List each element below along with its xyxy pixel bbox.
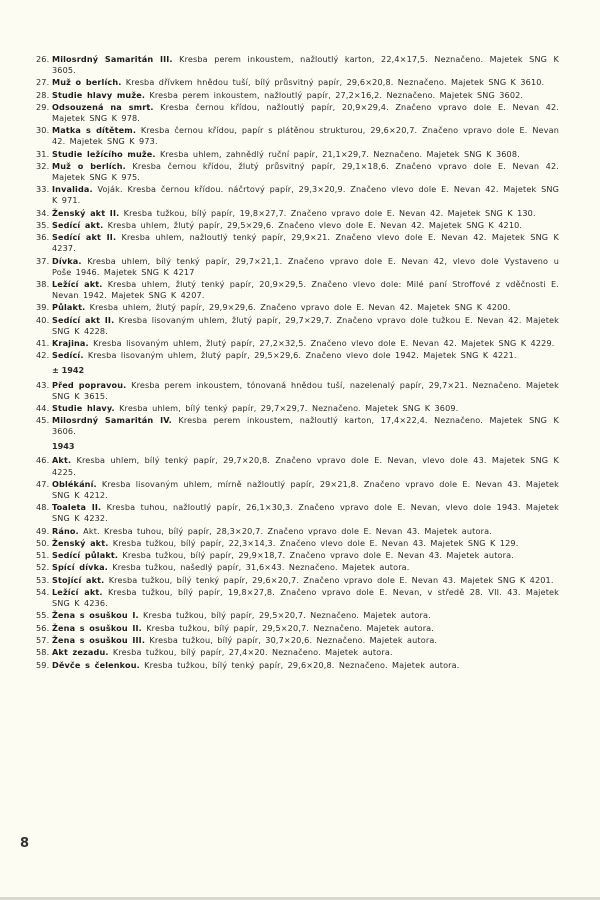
entry-description: Kresba tužkou, bílý papír, 30,7×20,6. Neznačeno. Majetek autora. xyxy=(145,634,438,645)
page-number: 8 xyxy=(20,836,30,851)
entry-description: Kresba uhlem, zahnědlý ruční papír, 21,1×29,7. Neznačeno. Majetek SNG K 3608. xyxy=(155,148,520,159)
entry-number: 33. xyxy=(36,184,50,195)
entry-description: Kresba perem inkoustem, nažloutlý karton, 17,4×22,4. Neznačeno. Majetek SNG K 3606. xyxy=(52,415,559,437)
entry-number: 48. xyxy=(36,502,50,513)
entry-number: 26. xyxy=(36,54,50,64)
entry-description: Kresba tužkou, bílý tenký papír, 29,6×20,8. Neznačeno. Majetek autora. xyxy=(139,659,460,670)
entry-title: Dívka. xyxy=(52,255,82,266)
entry-title: Ráno. xyxy=(52,525,79,536)
entry-title: Milosrdný Samaritán IV. xyxy=(52,415,172,426)
catalogue-entry xyxy=(37,660,559,671)
entry-number: 38. xyxy=(36,279,50,290)
entry-description: Kresba uhlem, bílý tenký papír, 29,7×29,7. Neznačeno. Majetek SNG K 3609. xyxy=(114,402,459,413)
entry-title: Ženský akt II. xyxy=(52,207,120,218)
entry-number: 56. xyxy=(36,622,50,633)
catalogue-entry xyxy=(37,575,559,586)
catalogue-entry xyxy=(37,380,559,402)
entry-description: Kresba tužkou, bílý tenký papír, 29,6×20,7. Značeno vpravo dole E. Nevan 43. Majetek SNG K 4201. xyxy=(104,574,554,585)
entry-description: Kresba uhlem, žlutý tenký papír, 20,9×29,5. Značeno vlevo dole: Milé paní Stroffové z vděčnosti E. Nevan 1942. Majetek SNG K 4207. xyxy=(52,279,559,301)
catalogue-entry xyxy=(37,350,559,361)
entry-description: Kresba lisovaným uhlem, mírně nažloutlý papír, 29×21,8. Značeno vpravo dole E. Nevan 43. Majetek SNG K 4212. xyxy=(52,478,559,500)
catalogue-entry xyxy=(37,502,559,524)
entry-number: 30. xyxy=(36,125,50,136)
catalogue-entry xyxy=(37,161,559,183)
entry-description: Kresba tužkou, našedlý papír, 31,6×43. Neznačeno. Majetek autora. xyxy=(107,562,410,573)
entry-number: 36. xyxy=(36,232,50,243)
entry-description: Kresba uhlem, žlutý papír, 29,9×29,6. Značeno vpravo dole E. Nevan 42. Majetek SNG K 4200. xyxy=(85,302,511,313)
entry-description: Kresba uhlem, nažloutlý tenký papír, 29,9×21. Značeno vlevo dole E. Nevan 42. Majetek SNG K 4237. xyxy=(52,232,559,254)
entry-title: Krajina. xyxy=(52,338,89,349)
catalogue-entry xyxy=(37,315,559,337)
entry-number: 32. xyxy=(36,160,50,171)
entry-title: Odsouzená na smrt. xyxy=(52,101,154,112)
entry-number: 59. xyxy=(36,659,50,670)
entry-number: 44. xyxy=(36,402,50,413)
catalogue-entry xyxy=(37,455,559,477)
entry-number: 49. xyxy=(36,525,50,536)
entry-description: Kresba tužkou, bílý papír, 22,3×14,3. Značeno vlevo dole E. Nevan 43. Majetek SNG K 129. xyxy=(108,537,519,548)
catalogue-entry xyxy=(37,149,559,160)
entry-title: Ženský akt. xyxy=(52,537,109,548)
entry-description: Kresba lisovaným uhlem, žlutý papír, 29,7×29,7. Značeno vpravo dole tužkou E. Nevan 42. Majetek SNG K 4228. xyxy=(52,314,559,336)
entry-title: Děvče s čelenkou. xyxy=(52,659,140,670)
entry-title: Žena s osuškou I. xyxy=(52,610,139,621)
entry-title: Sedící. xyxy=(52,350,84,361)
entry-number: 28. xyxy=(36,89,50,100)
entry-number: 40. xyxy=(36,314,50,325)
catalogue-entry xyxy=(37,256,559,278)
entry-title: Muž o berlích. xyxy=(52,77,122,88)
entry-number: 27. xyxy=(36,77,50,88)
entry-title: Sedící akt. xyxy=(52,220,104,230)
entry-number: 45. xyxy=(36,415,50,426)
catalogue-entry xyxy=(37,232,559,254)
entry-description: Kresba tuhou, nažloutlý papír, 26,1×30,3. Značeno vpravo dole E. Nevan, vlevo dole 1943. Majetek SNG K 4232. xyxy=(52,502,559,524)
entry-title: Sedící půlakt. xyxy=(52,550,119,561)
entry-number: 34. xyxy=(36,207,50,218)
entry-description: Kresba tužkou, bílý papír, 29,5×20,7. Neznačeno. Majetek autora. xyxy=(141,622,434,633)
entry-description: Kresba lisovaným uhlem, žlutý papír, 29,5×29,6. Značeno vlevo dole 1942. Majetek SNG K 4221. xyxy=(83,350,517,361)
entry-description: Kresba perem inkoustem, nažloutlý karton, 22,4×17,5. Neznačeno. Majetek SNG K 3605. xyxy=(52,54,559,76)
catalogue-entry xyxy=(37,90,559,101)
catalogue-entry xyxy=(37,479,559,501)
entry-number: 35. xyxy=(36,220,50,230)
catalogue-entry xyxy=(37,562,559,573)
entry-number: 41. xyxy=(36,338,50,349)
entry-description: Kresba dřívkem hnědou tuší, bílý průsvitný papír, 29,6×20,8. Neznačeno. Majetek SNG K 3610. xyxy=(121,77,545,88)
entry-title: Akt. xyxy=(52,455,72,466)
entry-description: Kresba tužkou, bílý papír, 19,8×27,7. Značeno vpravo dole E. Nevan 42. Majetek SNG K 130. xyxy=(119,207,536,218)
entry-description: Kresba lisovaným uhlem, žlutý papír, 27,2×32,5. Značeno vlevo dole E. Nevan 42. Majetek SNG K 4229. xyxy=(88,338,555,349)
entry-title: Žena s osuškou III. xyxy=(52,634,146,645)
entry-title: Toaleta II. xyxy=(52,502,102,513)
section-heading: ± 1942 xyxy=(52,365,85,376)
entry-number: 51. xyxy=(36,550,50,561)
entry-title: Muž o berlích. xyxy=(52,160,126,171)
entry-title: Milosrdný Samaritán III. xyxy=(52,54,173,64)
entry-title: Invalida. xyxy=(52,184,93,195)
entry-title: Ležící akt. xyxy=(52,279,103,290)
entry-title: Stojící akt. xyxy=(52,574,105,585)
catalogue-page xyxy=(37,54,559,672)
catalogue-entry xyxy=(37,125,559,147)
catalogue-entry xyxy=(37,220,559,231)
entry-description: Kresba černou křídou, papír s plátěnou strukturou, 29,6×20,7. Značeno vpravo dole E. Nevan 42. Majetek SNG K 973. xyxy=(52,125,560,147)
entry-title: Půlakt. xyxy=(52,302,86,313)
entry-title: Sedící akt II. xyxy=(52,314,115,325)
catalogue-entry xyxy=(37,403,559,414)
catalogue-entry xyxy=(37,279,559,301)
entry-title: Sedící akt II. xyxy=(52,232,117,243)
entry-number: 55. xyxy=(36,610,50,621)
entry-description: Kresba uhlem, bílý tenký papír, 29,7×20,8. Značeno vpravo dole E. Nevan, vlevo dole 43. Majetek SNG K 4225. xyxy=(52,455,559,477)
entry-description: Akt. Kresba tuhou, bílý papír, 28,3×20,7. Značeno vpravo dole E. Nevan 43. Majetek autora. xyxy=(78,525,492,536)
entry-title: Matka s dítětem. xyxy=(52,125,137,136)
entry-description: Kresba tužkou, bílý papír, 29,9×18,7. Značeno vpravo dole E. Nevan 43. Majetek autora. xyxy=(118,550,514,561)
entry-title: Studie hlavy muže. xyxy=(52,89,146,100)
entry-title: Žena s osuškou II. xyxy=(52,622,142,633)
catalogue-entry xyxy=(37,623,559,634)
entry-number: 46. xyxy=(36,455,50,466)
entry-title: Akt zezadu. xyxy=(52,647,109,658)
catalogue-entry xyxy=(37,635,559,646)
entry-description: Kresba tužkou, bílý papír, 27,4×20. Neznačeno. Majetek autora. xyxy=(108,647,393,658)
entry-number: 37. xyxy=(36,255,50,266)
entry-title: Studie hlavy. xyxy=(52,402,115,413)
catalogue-entry xyxy=(37,610,559,621)
entry-number: 47. xyxy=(36,478,50,489)
entry-title: Spící dívka. xyxy=(52,562,108,573)
entry-number: 39. xyxy=(36,302,50,313)
entry-number: 31. xyxy=(36,148,50,159)
entry-description: Kresba tužkou, bílý papír, 19,8×27,8. Značeno vpravo dole E. Nevan, v středě 28. VII. 43. Majetek SNG K 4236. xyxy=(52,587,559,609)
catalogue-entry xyxy=(37,54,559,76)
entry-description: Kresba perem inkoustem, tónovaná hnědou tuší, nazelenalý papír, 29,7×21. Neznačeno. Majetek SNG K 3615. xyxy=(52,379,560,401)
entry-description: Kresba perem inkoustem, nažloutlý papír, 27,2×16,2. Neznačeno. Majetek SNG 3602. xyxy=(145,89,524,100)
catalogue-entry xyxy=(37,338,559,349)
entry-description: Kresba černou křídou, nažloutlý papír, 20,9×29,4. Značeno vpravo dole E. Nevan 42. Majetek SNG K 978. xyxy=(52,101,560,124)
entry-title: Ležící akt. xyxy=(52,587,103,597)
entry-number: 53. xyxy=(36,574,50,585)
catalogue-entry xyxy=(37,102,559,124)
catalogue-entry xyxy=(37,550,559,561)
entry-title: Studie ležícího muže. xyxy=(52,148,156,159)
entry-number: 54. xyxy=(36,587,50,597)
entry-title: Před popravou. xyxy=(52,379,127,390)
entry-description: Kresba tužkou, bílý papír, 29,5×20,7. Neznačeno. Majetek autora. xyxy=(138,610,431,621)
entry-description: Kresba uhlem, žlutý papír, 29,5×29,6. Značeno vlevo dole E. Nevan 42. Majetek SNG K 4210. xyxy=(103,220,523,230)
entry-number: 43. xyxy=(36,379,50,390)
entry-number: 29. xyxy=(36,101,50,112)
entry-number: 50. xyxy=(36,537,50,548)
catalogue-entry xyxy=(37,77,559,88)
catalogue-entry xyxy=(37,184,559,206)
catalogue-entry xyxy=(37,647,559,658)
entry-description: Kresba černou křídou, žlutý průsvitný papír, 29,1×18,6. Značeno vpravo dole E. Nevan 42. Majetek SNG K 975. xyxy=(52,160,560,183)
entry-number: 58. xyxy=(36,647,50,658)
entry-description: Voják. Kresba černou křídou. náčrtový papír, 29,3×20,9. Značeno vlevo dole E. Nevan 42. Majetek SNG K 971. xyxy=(52,184,559,206)
catalogue-entry xyxy=(37,302,559,313)
entry-number: 42. xyxy=(36,350,50,361)
catalogue-entry xyxy=(37,208,559,219)
entry-number: 57. xyxy=(36,634,50,645)
entry-title: Oblékání. xyxy=(52,478,97,489)
catalogue-entry xyxy=(37,526,559,537)
catalogue-entry xyxy=(37,415,559,437)
catalogue-entry xyxy=(37,538,559,549)
section-heading: 1943 xyxy=(52,441,75,452)
entry-number: 52. xyxy=(36,562,50,573)
entry-description: Kresba uhlem, bílý tenký papír, 29,7×21,1. Značeno vpravo dole E. Nevan 42, vlevo dole Vystaveno u Poše 1946. Majetek SNG K 4217 xyxy=(52,255,559,277)
catalogue-entry xyxy=(37,587,559,609)
